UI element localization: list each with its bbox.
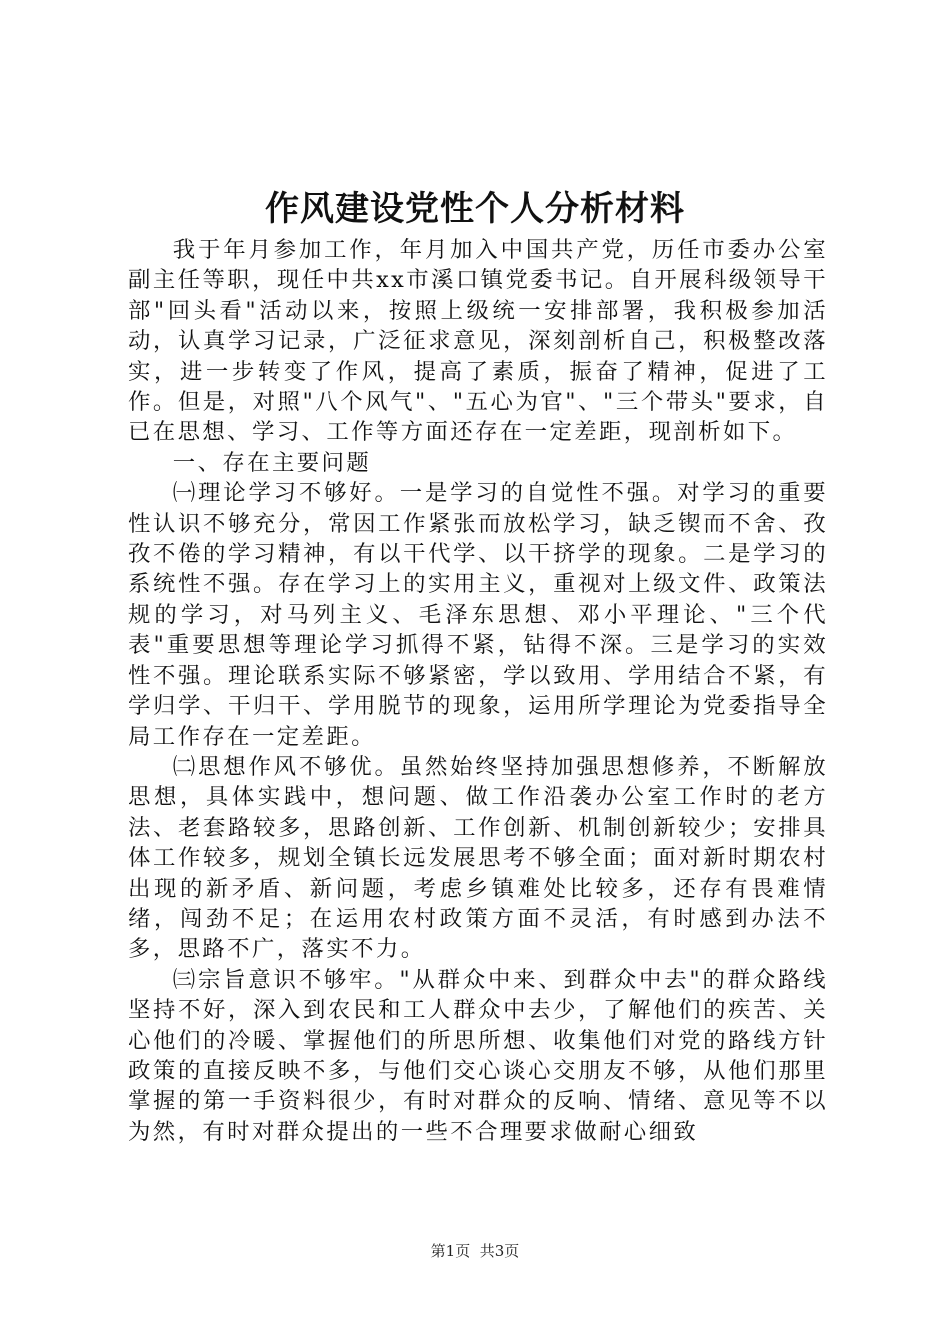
- page-total: 共3页: [479, 1242, 520, 1260]
- document-body: [128, 235, 828, 1147]
- document-title: 作风建设党性个人分析材料: [265, 189, 685, 229]
- section-heading: 一、存在主要问题: [172, 449, 372, 476]
- paragraph-theory-study: ㈠理论学习不够好。一是学习的自觉性不强。对学习的重要性认识不够充分，常因工作紧张而放松学习，缺乏锲而不舍、孜孜不倦的学习精神，有以干代学、以干挤学的现象。二是学习的系统性不强。存在学习上的实用主义，重视对上级文件、政策法规的学习，对马列主义、毛泽东思想、邓小平理论、"三个代表"重要思想等理论学习抓得不紧，钻得不深。三是学习的实效性不强。理论联系实际不够紧密，学以致用、学用结合不紧，有学归学、干归干、学用脱节的现象，运用所学理论为党委指导全局工作存在一定差距。: [128, 480, 828, 750]
- page-number: 第1页: [430, 1242, 471, 1260]
- footer-gap: [470, 1242, 480, 1260]
- paragraph-purpose-awareness: ㈢宗旨意识不够牢。"从群众中来、到群众中去"的群众路线坚持不好，深入到农民和工人群众中去少，了解他们的疾苦、关心他们的冷暖、掌握他们的所思所想、收集他们对党的路线方针政策的直接反映不多，与他们交心谈心交朋友不够，从他们那里掌握的第一手资料很少，有时对群众的反响、情绪、意见等不以为然，有时对群众提出的一些不合理要求做耐心细致: [128, 966, 828, 1145]
- paragraph-intro: 我于年月参加工作，年月加入中国共产党，历任市委办公室副主任等职，现任中共xx市溪口镇党委书记。自开展科级领导干部"回头看"活动以来，按照上级统一安排部署，我积极参加活动，认真学习记录，广泛征求意见，深刻剖析自己，积极整改落实，进一步转变了作风，提高了素质，振奋了精神，促进了工作。但是，对照"八个风气"、"五心为官"、"三个带头"要求，自已在思想、学习、工作等方面还存在一定差距，现剖析如下。: [128, 237, 828, 446]
- page-footer: [0, 1240, 950, 1262]
- paragraph-thought-style: ㈡思想作风不够优。虽然始终坚持加强思想修养，不断解放思想，具体实践中，想问题、做工作沿袭办公室工作时的老方法、老套路较多，思路创新、工作创新、机制创新较少；安排具体工作较多，规划全镇长远发展思考不够全面；面对新时期农村出现的新矛盾、新问题，考虑乡镇难处比较多，还存有畏难情绪，闯劲不足；在运用农村政策方面不灵活，有时感到办法不多，思路不广，落实不力。: [128, 753, 828, 963]
